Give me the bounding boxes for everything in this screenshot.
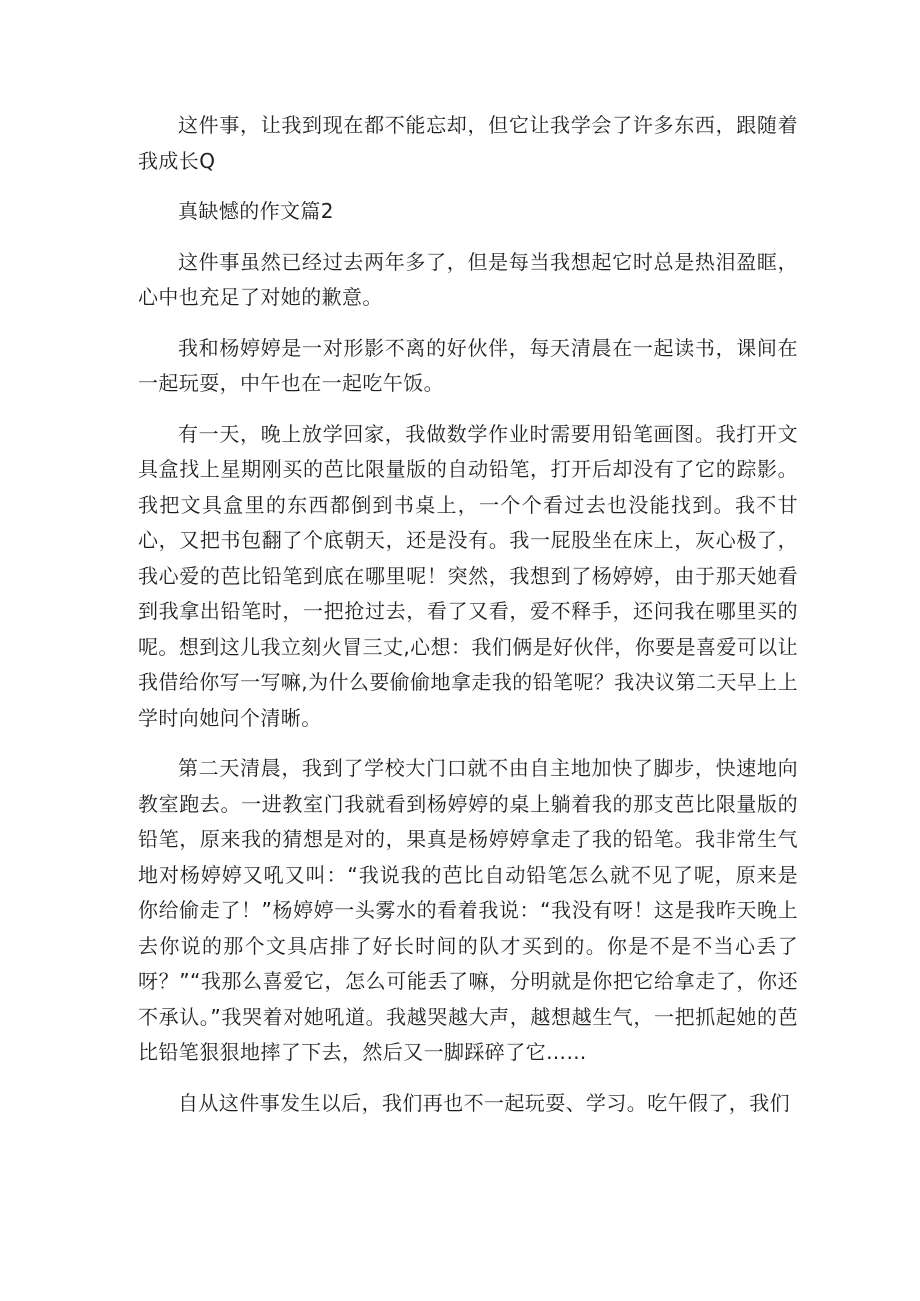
paragraph-4: 第二天清晨，我到了学校大门口就不由自主地加快了脚步，快速地向教室跑去。一进教室门我就看到杨婷婷的桌上躺着我的那支芭比限量版的铅笔，原来我的猜想是对的，果真是杨婷婷拿走了我的铅笔。我非常生气地对杨婷婷又吼又叫：“我说我的芭比自动铅笔怎么就不见了呢，原来是你给偷走了！”杨婷婷一头雾水的看着我说：“我没有呀！这是我昨天晚上去你说的那个文具店排了好长时间的队才买到的。你是不是不当心丢了呀？”“我那么喜爱它，怎么可能丢了嘛，分明就是你把它给拿走了，你还不承认。”我哭着对她吼道。我越哭越大声，越想越生气，一把抓起她的芭比铅笔狠狠地摔了下去，然后又一脚踩碎了它……: [138, 756, 798, 1064]
paragraph-2: 我和杨婷婷是一对形影不离的好伙伴，每天清晨在一起读书，课间在一起玩耍，中午也在一起吃午饭。: [138, 335, 798, 395]
paragraph-5: 自从这件事发生以后，我们再也不一起玩耍、学习。吃午假了，我们: [178, 1090, 790, 1115]
paragraph-3: 有一天，晚上放学回家，我做数学作业时需要用铅笔画图。我打开文具盒找上星期刚买的芭比限量版的自动铅笔，打开后却没有了它的踪影。我把文具盒里的东西都倒到书桌上，一个个看过去也没能找到。我不甘心，又把书包翻了个底朝天，还是没有。我一屁股坐在床上，灰心极了，我心爱的芭比铅笔到底在哪里呢！突然，我想到了杨婷婷，由于那天她看到我拿出铅笔时，一把抢过去，看了又看，爱不释手，还问我在哪里买的呢。想到这儿我立刻火冒三丈,心想：我们俩是好伙伴，你要是喜爱可以让我借给你写一写嘛,为什么要偷偷地拿走我的铅笔呢？我决议第二天早上上学时向她问个清晰。: [138, 421, 798, 730]
paragraph-1: 这件事虽然已经过去两年多了，但是每当我想起它时总是热泪盈眶，心中也充足了对她的歉意。: [138, 249, 798, 309]
document-body: [138, 108, 798, 1136]
section-heading: 真缺憾的作文篇2: [178, 199, 334, 223]
paragraph-intro: 这件事，让我到现在都不能忘却，但它让我学会了许多东西，跟随着我成长Q: [138, 113, 798, 173]
